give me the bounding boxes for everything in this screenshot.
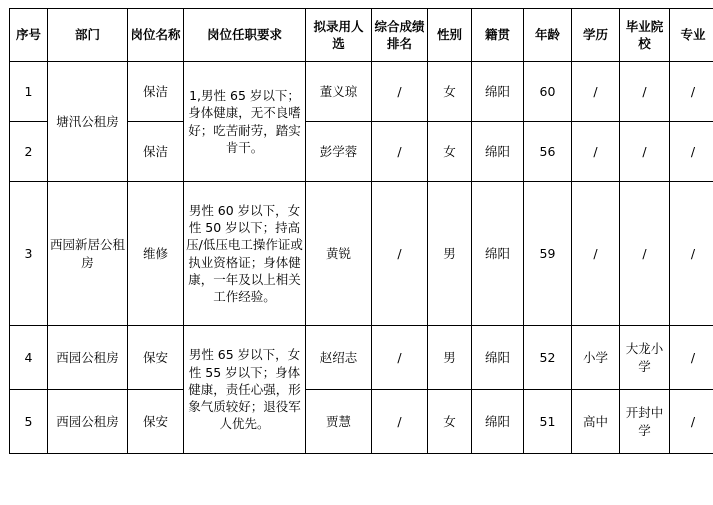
cell-age: 60 xyxy=(524,62,572,122)
column-header-education: 学历 xyxy=(572,9,620,62)
cell-candidate: 黄锐 xyxy=(306,182,372,326)
cell-school: 大龙小学 xyxy=(620,326,670,390)
cell-age: 51 xyxy=(524,390,572,454)
table-row xyxy=(10,326,713,390)
cell-education: 高中 xyxy=(572,390,620,454)
cell-score-rank: / xyxy=(372,182,428,326)
recruitment-table xyxy=(9,8,713,454)
column-header-candidate: 拟录用人选 xyxy=(306,9,372,62)
cell-origin: 绵阳 xyxy=(472,62,524,122)
cell-score-rank: / xyxy=(372,122,428,182)
cell-index: 2 xyxy=(10,122,48,182)
cell-origin: 绵阳 xyxy=(472,326,524,390)
cell-requirement: 男性 65 岁以下，女性 55 岁以下；身体健康，责任心强，形象气质较好；退役军人优先。 xyxy=(184,326,306,454)
column-header-department: 部门 xyxy=(48,9,128,62)
cell-candidate: 赵绍志 xyxy=(306,326,372,390)
cell-age: 52 xyxy=(524,326,572,390)
cell-education: / xyxy=(572,122,620,182)
cell-education: 小学 xyxy=(572,326,620,390)
cell-index: 5 xyxy=(10,390,48,454)
table-row xyxy=(10,182,713,326)
column-header-score-rank: 综合成绩排名 xyxy=(372,9,428,62)
cell-candidate: 贾慧 xyxy=(306,390,372,454)
cell-score-rank: / xyxy=(372,326,428,390)
cell-gender: 女 xyxy=(428,390,472,454)
cell-origin: 绵阳 xyxy=(472,182,524,326)
cell-gender: 男 xyxy=(428,326,472,390)
cell-gender: 女 xyxy=(428,62,472,122)
cell-position: 保安 xyxy=(128,390,184,454)
cell-score-rank: / xyxy=(372,390,428,454)
cell-gender: 男 xyxy=(428,182,472,326)
cell-index: 3 xyxy=(10,182,48,326)
cell-index: 4 xyxy=(10,326,48,390)
cell-origin: 绵阳 xyxy=(472,390,524,454)
column-header-index: 序号 xyxy=(10,9,48,62)
cell-requirement: 1,男性 65 岁以下；身体健康，无不良嗜好；吃苦耐劳，踏实肯干。 xyxy=(184,62,306,182)
cell-major: / xyxy=(670,182,713,326)
cell-department: 西园公租房 xyxy=(48,390,128,454)
cell-major: / xyxy=(670,62,713,122)
cell-department: 西园新居公租房 xyxy=(48,182,128,326)
cell-score-rank: / xyxy=(372,62,428,122)
cell-major: / xyxy=(670,122,713,182)
column-header-major: 专业 xyxy=(670,9,713,62)
cell-age: 56 xyxy=(524,122,572,182)
cell-department: 西园公租房 xyxy=(48,326,128,390)
column-header-school: 毕业院校 xyxy=(620,9,670,62)
cell-origin: 绵阳 xyxy=(472,122,524,182)
cell-position: 保安 xyxy=(128,326,184,390)
cell-school: 开封中学 xyxy=(620,390,670,454)
column-header-age: 年龄 xyxy=(524,9,572,62)
cell-education: / xyxy=(572,182,620,326)
cell-candidate: 彭学蓉 xyxy=(306,122,372,182)
cell-gender: 女 xyxy=(428,122,472,182)
cell-school: / xyxy=(620,62,670,122)
table-row xyxy=(10,390,713,454)
cell-major: / xyxy=(670,326,713,390)
table-header-row xyxy=(10,9,713,62)
cell-school: / xyxy=(620,182,670,326)
cell-candidate: 董义琼 xyxy=(306,62,372,122)
cell-position: 保洁 xyxy=(128,122,184,182)
cell-department: 塘汛公租房 xyxy=(48,62,128,182)
column-header-position: 岗位名称 xyxy=(128,9,184,62)
cell-index: 1 xyxy=(10,62,48,122)
cell-requirement: 男性 60 岁以下，女性 50 岁以下；持高压/低压电工操作证或执业资格证；身体健康，一年及以上相关工作经验。 xyxy=(184,182,306,326)
table-row xyxy=(10,62,713,122)
column-header-origin: 籍贯 xyxy=(472,9,524,62)
cell-major: / xyxy=(670,390,713,454)
cell-position: 保洁 xyxy=(128,62,184,122)
cell-age: 59 xyxy=(524,182,572,326)
column-header-requirement: 岗位任职要求 xyxy=(184,9,306,62)
cell-position: 维修 xyxy=(128,182,184,326)
cell-education: / xyxy=(572,62,620,122)
column-header-gender: 性别 xyxy=(428,9,472,62)
cell-school: / xyxy=(620,122,670,182)
